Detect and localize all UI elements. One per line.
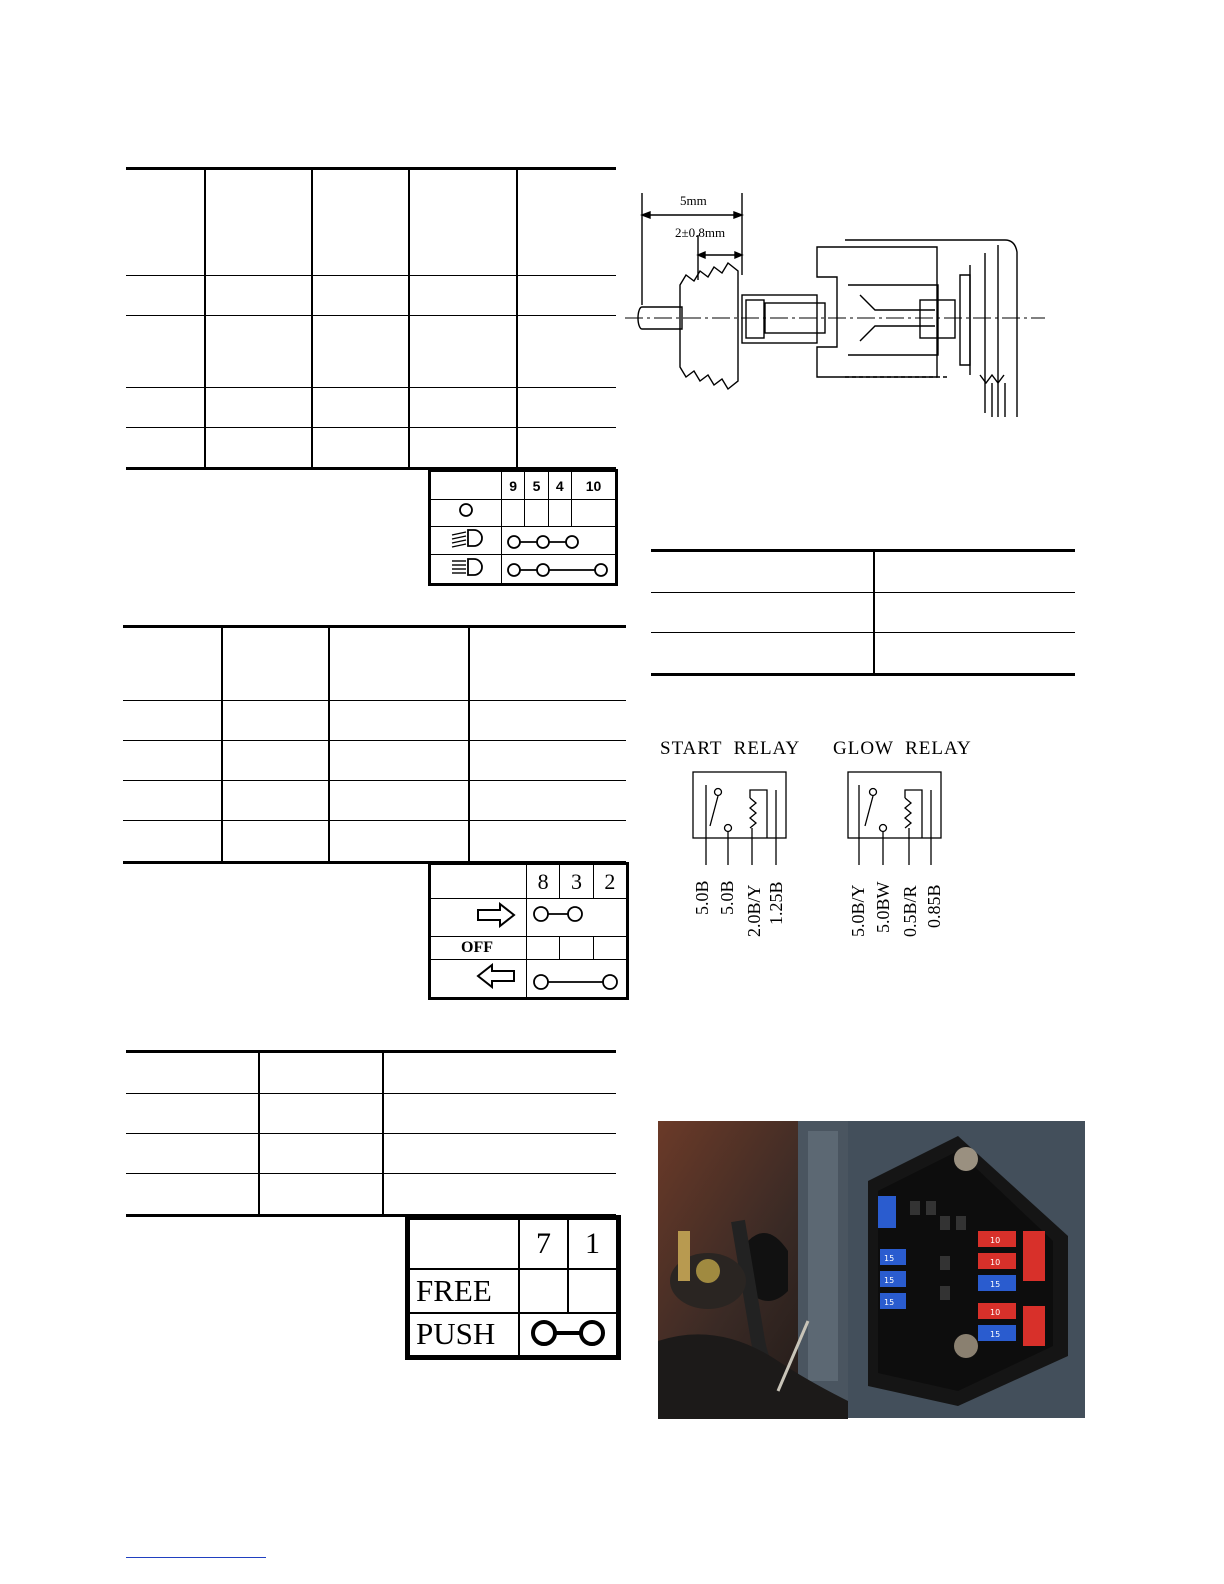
fuse-rating: 15 [884,1298,895,1307]
terminal-label: 4 [548,472,571,500]
footer-rule [126,1557,266,1558]
fuse-rating: 15 [884,1276,895,1285]
turn-connections [430,864,627,998]
terminal-label: 10 [571,472,615,500]
spec-table-1 [126,167,616,470]
fuse-rating: 10 [990,1308,1001,1317]
switch-cross-section-drawing [620,185,1050,425]
spec-table-2 [123,625,626,864]
dim-stroke-label: 2±0.8mm [675,225,726,240]
push-connections [408,1218,618,1357]
spec-table-4 [651,549,1075,676]
terminal-label: 7 [519,1219,568,1269]
fuse-rating: 10 [990,1258,1001,1267]
glow-relay-diagram [845,770,945,865]
start-wire-label: 1.25B [766,881,786,925]
start-wire-label: 2.0B/Y [744,884,764,937]
turn-switch-diagram [428,862,629,1000]
fuse-rating: 10 [990,1236,1001,1245]
spec-table-3 [126,1050,616,1217]
terminal-label: 8 [527,865,560,899]
glow-relay-title: GLOW RELAY [833,738,972,759]
fuse-rating: 15 [990,1280,1001,1289]
terminal-label: 5 [525,472,548,500]
glow-wire-label: 0.85B [924,884,944,928]
dim-overall-label: 5mm [680,193,707,208]
push-label: PUSH [409,1313,519,1357]
start-relay-title: START RELAY [660,738,801,759]
free-label: FREE [409,1269,519,1313]
terminal-label: 1 [568,1219,617,1269]
headlight-switch-diagram [428,469,618,586]
fuse-rating: 15 [990,1330,1001,1339]
terminal-label: 2 [593,865,626,899]
glow-wire-label: 0.5B/R [900,885,920,937]
fuse-box-photo [848,1121,1085,1418]
terminal-label: 3 [560,865,593,899]
terminal-label: 9 [502,472,525,500]
fuse-rating: 15 [884,1254,895,1263]
glow-wire-label: 5.0BW [873,881,893,933]
push-switch-diagram [405,1215,621,1360]
engine-bay-photo [658,1121,848,1419]
start-relay-diagram [690,770,790,865]
off-label: OFF [431,937,527,960]
start-wire-label: 5.0B [717,880,737,915]
glow-wire-label: 5.0B/Y [848,884,868,937]
headlight-connections [430,471,616,584]
start-wire-label: 5.0B [692,880,712,915]
